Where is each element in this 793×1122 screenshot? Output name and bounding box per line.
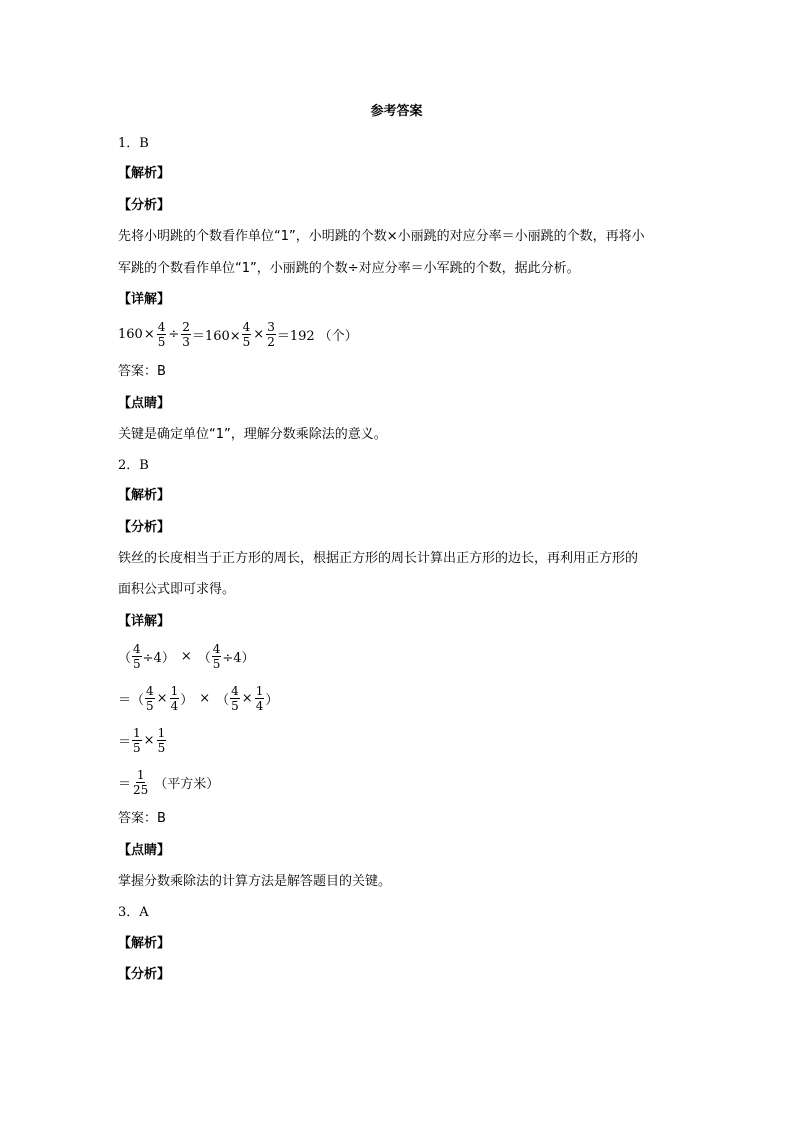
q2-step1 (118, 640, 255, 672)
q2-step2-eq: ＝ (118, 692, 132, 708)
q1-tag-fenxi: 【分析】 (118, 198, 171, 213)
q1-calc-frac2-num: 2 (182, 319, 190, 334)
q2-analysis-line2: 面积公式即可求得。 (118, 582, 236, 597)
q1-analysis-line2: 军跳的个数看作单位“1”，小丽跳的个数÷对应分率＝小军跳的个数，据此分析。 (118, 261, 580, 276)
q2-step2-times2: × (241, 690, 253, 706)
q1-tag-jiexi: 【解析】 (118, 166, 171, 181)
q2-step3-frac2-den: 5 (157, 740, 166, 755)
q1-calc-a: 160 (118, 326, 143, 342)
q1-calc-frac1-num: 4 (157, 319, 166, 334)
q1-calc-frac3-num: 4 (242, 319, 251, 334)
q1-calc-times2: × (253, 326, 265, 342)
q2-note: 掌握分数乘除法的计算方法是解答题目的关键。 (118, 874, 392, 889)
q2-step1-div2: ÷4） (222, 650, 255, 666)
q2-tag-fenxi: 【分析】 (118, 520, 171, 535)
q2-step2-frac1-den: 5 (146, 698, 154, 713)
q2-step2-frac2-num: 1 (170, 683, 179, 698)
q1-answer-line: 1．B (118, 136, 149, 151)
q2-step3-frac2-num: 1 (157, 725, 166, 740)
q1-calc-times1: × (143, 326, 155, 342)
q2-analysis-line1: 铁丝的长度相当于正方形的周长，根据正方形的周长计算出正方形的边长，再利用正方形的 (118, 551, 639, 566)
q2-step2-frac1 (145, 684, 155, 713)
q2-step2-frac2-den: 4 (170, 698, 179, 713)
q2-step2-close1: ） (180, 692, 194, 708)
q1-calc-div: ÷ (168, 326, 180, 342)
q2-step2-frac3-num: 4 (231, 683, 239, 698)
q1-calculation (118, 318, 358, 350)
q2-step2-frac3 (230, 684, 240, 713)
q2-step2-times: × (199, 690, 211, 706)
q1-calc-frac4-den: 2 (267, 334, 275, 349)
q2-step1-frac2 (212, 642, 222, 671)
q2-step3-frac1 (132, 726, 142, 755)
q1-calc-frac2-den: 3 (182, 334, 190, 349)
q2-tag-dianjing: 【点睛】 (118, 843, 171, 858)
q2-step2-frac4-den: 4 (255, 698, 264, 713)
q2-step4-frac-num: 1 (136, 767, 145, 782)
q2-step4-frac (132, 768, 149, 797)
q2-step3-frac2 (157, 726, 167, 755)
q1-calc-frac3-den: 5 (242, 334, 251, 349)
q1-tag-xiangjie: 【详解】 (118, 292, 171, 307)
q2-step2-frac4-num: 1 (255, 683, 264, 698)
q2-step3-eq: ＝ (118, 734, 132, 750)
q2-step1-frac1-den: 5 (133, 656, 141, 671)
q1-calc-frac1 (157, 320, 167, 349)
q2-step4-unit: （平方米） (154, 776, 220, 792)
q1-note: 关键是确定单位“1”，理解分数乘除法的意义。 (118, 427, 387, 442)
q2-step2-open2: （ (216, 692, 230, 708)
q1-calc-eq2: ＝192 (276, 328, 315, 344)
q2-step4-frac-den: 25 (133, 782, 149, 797)
q1-calc-eq1: ＝160× (191, 328, 241, 344)
q2-step1-open1: （ (118, 650, 132, 666)
q2-step1-frac1 (132, 642, 142, 671)
q3-answer-line: 3．A (118, 905, 149, 920)
q1-calc-frac1-den: 5 (157, 334, 166, 349)
q2-step3-frac1-num: 1 (133, 725, 141, 740)
q2-step4-eq: ＝ (118, 776, 132, 792)
q2-step1-frac2-den: 5 (212, 656, 221, 671)
q2-step1-frac2-num: 4 (212, 641, 221, 656)
q3-tag-fenxi: 【分析】 (118, 967, 171, 982)
q2-step2-frac2 (170, 684, 180, 713)
q2-step2-close2: ） (265, 692, 279, 708)
q2-step1-open2: （ (197, 650, 211, 666)
q2-step3 (118, 724, 167, 756)
q2-step1-div1: ÷4） (142, 650, 175, 666)
q2-step3-times: × (143, 732, 155, 748)
q1-tag-dianjing: 【点睛】 (118, 396, 171, 411)
q2-tag-jiexi: 【解析】 (118, 488, 171, 503)
q2-step1-frac1-num: 4 (133, 641, 141, 656)
q1-calc-frac2 (181, 320, 191, 349)
q1-calc-frac4-num: 3 (267, 319, 275, 334)
q2-step4 (118, 766, 219, 798)
q2-step1-times: × (180, 648, 192, 664)
q2-step2-frac1-num: 4 (146, 683, 154, 698)
q2-step2-open1: （ (131, 692, 145, 708)
q2-tag-xiangjie: 【详解】 (118, 614, 171, 629)
q2-step2-times1: × (156, 690, 168, 706)
q3-tag-jiexi: 【解析】 (118, 936, 171, 951)
q2-step2 (118, 682, 278, 714)
page-title: 参考答案 (370, 104, 423, 119)
q1-result: 答案：B (118, 364, 166, 379)
q2-step2-frac3-den: 5 (231, 698, 239, 713)
q2-step3-frac1-den: 5 (133, 740, 141, 755)
q1-calc-frac3 (242, 320, 252, 349)
q2-result: 答案：B (118, 811, 166, 826)
q1-calc-unit: （个） (318, 328, 358, 344)
q2-step2-frac4 (255, 684, 265, 713)
q1-calc-frac4 (266, 320, 276, 349)
q2-answer-line: 2．B (118, 458, 149, 473)
q1-analysis-line1: 先将小明跳的个数看作单位“1”，小明跳的个数×小丽跳的对应分率＝小丽跳的个数，再将小 (118, 229, 645, 244)
